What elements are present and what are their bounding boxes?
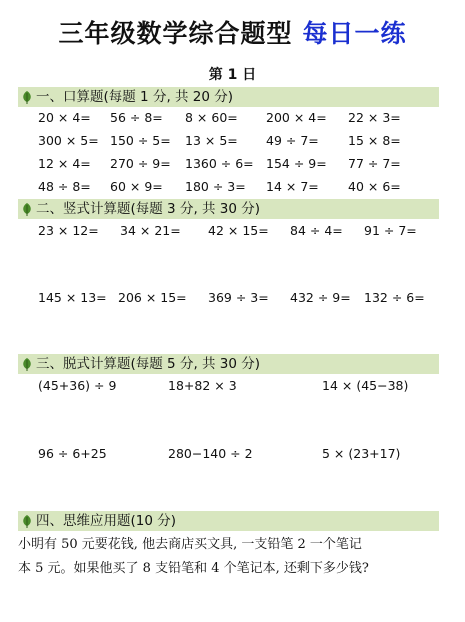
section-header-stepwise [18,354,439,374]
problem: 48 ÷ 8= [38,179,91,194]
problem: 132 ÷ 6= [364,290,425,305]
problem: 5 × (23+17) [322,446,401,461]
section-heading: 一、口算题(每题 1 分, 共 20 分) [36,89,234,105]
problem: 77 ÷ 7= [348,156,401,171]
problem: 91 ÷ 7= [364,223,417,238]
problem: 13 × 5= [185,133,238,148]
problem: 154 ÷ 9= [266,156,327,171]
problem: 369 ÷ 3= [208,290,269,305]
leaf-icon [21,202,33,216]
problem: 96 ÷ 6+25 [38,446,107,461]
section-header-oral [18,87,439,107]
problem: 12 × 4= [38,156,91,171]
problem: 56 ÷ 8= [110,110,163,125]
section-header-vertical [18,199,439,219]
section-heading: 二、竖式计算题(每题 3 分, 共 30 分) [36,201,261,217]
problem: 84 ÷ 4= [290,223,343,238]
problem: 206 × 15= [118,290,187,305]
leaf-icon [21,514,33,528]
leaf-icon [21,90,33,104]
problem: 23 × 12= [38,223,99,238]
problem: 8 × 60= [185,110,238,125]
title-main: 三年级数学综合题型 [58,19,293,48]
problem: 180 ÷ 3= [185,179,246,194]
word-problem [18,533,443,581]
problem: 18+82 × 3 [168,378,237,393]
leaf-icon [21,357,33,371]
title-accent: 每日一练 [302,19,407,48]
problem: 14 × (45−38) [322,378,409,393]
problem: 14 × 7= [266,179,319,194]
section-heading: 三、脱式计算题(每题 5 分, 共 30 分) [36,356,261,372]
problem: 432 ÷ 9= [290,290,351,305]
problem: 40 × 6= [348,179,401,194]
day-label: 第 1 日 [208,67,257,83]
problem: 20 × 4= [38,110,91,125]
problem: 280−140 ÷ 2 [168,446,253,461]
problem: 300 × 5= [38,133,99,148]
worksheet-title [0,14,465,50]
problem: 15 × 8= [348,133,401,148]
problem: 200 × 4= [266,110,327,125]
problem: 42 × 15= [208,223,269,238]
problem: 145 × 13= [38,290,107,305]
problem: 34 × 21= [120,223,181,238]
word-problem-line-1: 小明有 50 元要花钱, 他去商店买文具, 一支铅笔 2 一个笔记 [18,537,362,552]
section-heading: 四、思维应用题(10 分) [36,513,177,529]
problem: 60 × 9= [110,179,163,194]
problem: (45+36) ÷ 9 [38,378,117,393]
problem: 22 × 3= [348,110,401,125]
problem: 1360 ÷ 6= [185,156,254,171]
word-problem-line-2: 本 5 元。如果他买了 8 支铅笔和 4 个笔记本, 还剩下多少钱? [18,561,369,576]
section-header-application [18,511,439,531]
problem: 270 ÷ 9= [110,156,171,171]
problem: 49 ÷ 7= [266,133,319,148]
problem: 150 ÷ 5= [110,133,171,148]
